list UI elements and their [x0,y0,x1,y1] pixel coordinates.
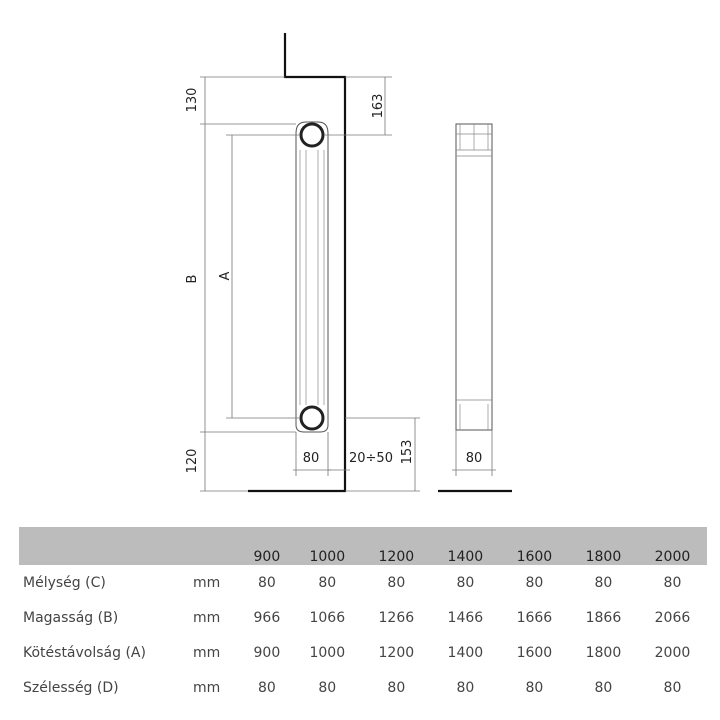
label-top-gap: 130 [185,87,200,113]
table-cell: 80 [525,679,544,696]
table-cell: 80 [456,679,475,696]
label-floor-gap: 153 [400,439,415,465]
label-wall-distance: 20÷50 [349,451,393,466]
table-header-row [19,527,707,565]
table-cell: 80 [257,679,276,696]
radiator-side-view [438,124,512,491]
table-cell: 80 [594,574,613,591]
table-row [19,635,707,670]
table-cell: 1066 [309,609,346,626]
table-cell: 80 [257,574,276,591]
label-width-side: 80 [465,451,483,466]
column-header: 1800 [585,549,622,565]
column-header: 1400 [447,549,484,565]
table-cell: 2066 [654,609,691,626]
table-cell: 1000 [309,644,346,661]
table-row [19,600,707,635]
lower-connection [301,407,323,429]
row-label: Szélesség (D) [23,679,119,696]
table-cell: 1600 [516,644,553,661]
table-cell: 80 [318,574,337,591]
table-cell: 80 [456,574,475,591]
table-cell: 1866 [585,609,622,626]
table-cell: 966 [253,609,281,626]
upper-connection [301,124,323,146]
column-header: 900 [253,549,281,565]
table-cell: 1266 [378,609,415,626]
table-cell: 900 [253,644,281,661]
table-row [19,565,707,600]
radiator-front-view [296,122,328,432]
table-cell: 1666 [516,609,553,626]
table-cell: 80 [525,574,544,591]
row-label: Magasság (B) [23,609,119,626]
spec-table [19,527,707,705]
label-height-b: B [185,274,200,284]
table-cell: 1400 [447,644,484,661]
row-unit: mm [193,644,221,661]
table-cell: 80 [594,679,613,696]
table-cell: 80 [318,679,337,696]
dimension-lines [200,77,496,491]
table-row [19,670,707,705]
row-label: Kötéstávolság (A) [23,644,146,661]
table-cell: 1200 [378,644,415,661]
table-cell: 1466 [447,609,484,626]
label-wall-gap: 163 [371,93,386,119]
table-cell: 1800 [585,644,622,661]
header-empty-unit [193,527,241,565]
column-header: 1200 [378,549,415,565]
column-header: 1600 [516,549,553,565]
column-header: 1000 [309,549,346,565]
row-label: Mélység (C) [23,574,106,591]
table-cell: 80 [663,679,682,696]
label-width-front: 80 [302,451,320,466]
row-unit: mm [193,679,221,696]
row-unit: mm [193,574,221,591]
table-cell: 80 [387,679,406,696]
table-cell: 2000 [654,644,691,661]
label-height-a: A [218,271,233,281]
table-cell: 80 [663,574,682,591]
label-bottom-gap: 120 [185,448,200,474]
table-cell: 80 [387,574,406,591]
row-unit: mm [193,609,221,626]
header-empty-label [19,527,193,565]
column-header: 2000 [654,549,691,565]
